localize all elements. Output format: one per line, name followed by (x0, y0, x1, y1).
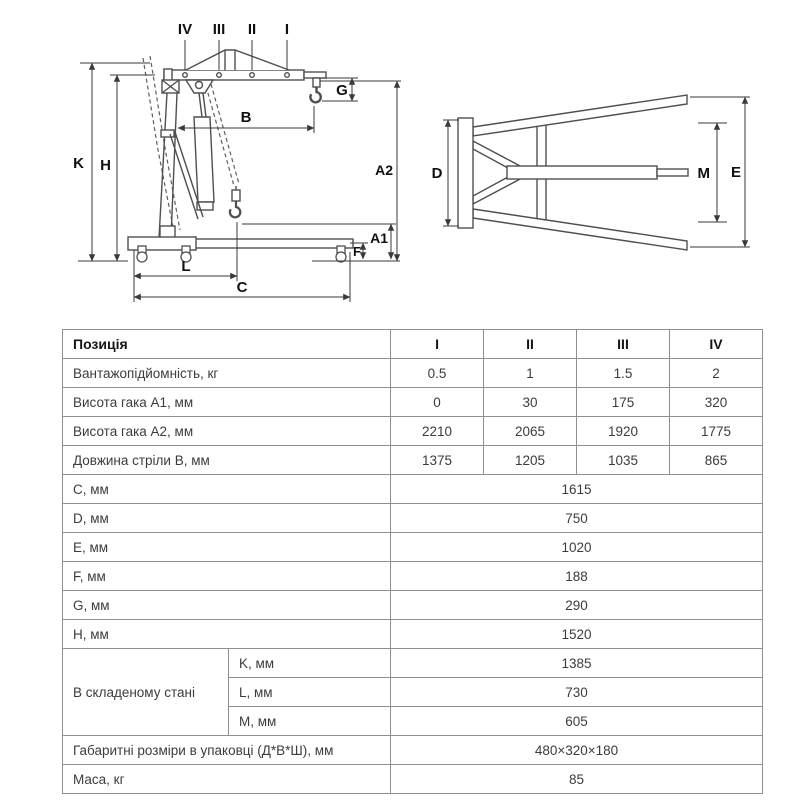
cell-value: 1020 (391, 533, 763, 562)
row-label: Вантажопідйомність, кг (63, 359, 391, 388)
center-beam (507, 166, 657, 179)
hook (310, 78, 320, 102)
table-row-packing-size (63, 736, 763, 765)
cell-value: 1615 (391, 475, 763, 504)
column-header-III: III (577, 330, 670, 359)
boom-pivot-bracket (186, 80, 213, 93)
dimension-label-C: C (236, 279, 248, 296)
table-row-hook-height-a2 (63, 417, 763, 446)
column-header-IV: IV (670, 330, 763, 359)
row-label: E, мм (63, 533, 391, 562)
cell-value: 1035 (577, 446, 670, 475)
cell-value: 1205 (484, 446, 577, 475)
table-row-g (63, 591, 763, 620)
table-row-d (63, 504, 763, 533)
cell-value: 480×320×180 (391, 736, 763, 765)
cell-value: 865 (670, 446, 763, 475)
crane-top-view-diagram (458, 95, 688, 250)
row-label: Габаритні розміри в упаковці (Д*В*Ш), мм (63, 736, 391, 765)
cell-value: 1 (484, 359, 577, 388)
cell-value: 750 (391, 504, 763, 533)
base-frame (128, 237, 353, 250)
cell-value: 1375 (391, 446, 484, 475)
row-sublabel: K, мм (229, 649, 391, 678)
row-label: Довжина стріли B, мм (63, 446, 391, 475)
column-header-I: I (391, 330, 484, 359)
boom-position-label-II: II (247, 21, 257, 38)
row-label: Висота гака A1, мм (63, 388, 391, 417)
row-label: Маса, кг (63, 765, 391, 794)
table-row-boom-length (63, 446, 763, 475)
table-header-row (63, 330, 763, 359)
rear-crossbeam (458, 118, 473, 228)
lower-leg (473, 209, 687, 250)
cell-value: 2210 (391, 417, 484, 446)
dimension-label-L: L (181, 258, 191, 275)
cell-value: 175 (577, 388, 670, 417)
cell-value: 1920 (577, 417, 670, 446)
table-row-e (63, 533, 763, 562)
row-label: H, мм (63, 620, 391, 649)
spec-table (62, 329, 763, 794)
table-row-hook-height-a1 (63, 388, 763, 417)
column-header-II: II (484, 330, 577, 359)
cell-value: 1385 (391, 649, 763, 678)
table-row-c (63, 475, 763, 504)
cell-value: 2 (670, 359, 763, 388)
row-label: Висота гака A2, мм (63, 417, 391, 446)
dimension-label-K: K (73, 155, 84, 172)
row-sublabel: M, мм (229, 707, 391, 736)
cell-value: 1520 (391, 620, 763, 649)
cell-value: 730 (391, 678, 763, 707)
table-row-folded-k (63, 649, 763, 678)
folded-state-label: В складеному стані (63, 649, 229, 736)
dimension-label-M: M (697, 165, 710, 182)
row-label: C, мм (63, 475, 391, 504)
crane-diagrams (0, 0, 800, 322)
table-row-f (63, 562, 763, 591)
row-label: F, мм (63, 562, 391, 591)
upper-leg (473, 95, 687, 136)
hook-lowered-position (230, 186, 240, 217)
boom-position-label-IV: IV (177, 21, 193, 38)
row-label: D, мм (63, 504, 391, 533)
cell-value: 30 (484, 388, 577, 417)
cell-value: 1775 (670, 417, 763, 446)
row-sublabel: L, мм (229, 678, 391, 707)
dimension-label-A2: A2 (375, 162, 393, 178)
cell-value: 0.5 (391, 359, 484, 388)
dimension-label-B: B (240, 109, 252, 126)
table-row-mass (63, 765, 763, 794)
cell-value: 320 (670, 388, 763, 417)
table-row-h (63, 620, 763, 649)
boom-position-label-I: I (284, 21, 290, 38)
center-beam-rod (657, 169, 688, 176)
cell-value: 0 (391, 388, 484, 417)
row-label: G, мм (63, 591, 391, 620)
hydraulic-cylinder (194, 93, 214, 210)
boom-position-label-III: III (212, 21, 226, 38)
dimension-label-A1: A1 (370, 230, 388, 246)
boom (164, 50, 326, 81)
dimension-label-F: F (353, 244, 361, 259)
crane-side-view-diagram (128, 50, 353, 262)
cell-value: 85 (391, 765, 763, 794)
cell-value: 2065 (484, 417, 577, 446)
cell-value: 290 (391, 591, 763, 620)
mast (159, 80, 179, 239)
cell-value: 605 (391, 707, 763, 736)
dimension-label-E: E (730, 164, 741, 181)
header-position: Позиція (63, 330, 391, 359)
dimension-label-D: D (431, 165, 443, 182)
dimension-label-G: G (336, 82, 348, 99)
cell-value: 1.5 (577, 359, 670, 388)
table-row-capacity (63, 359, 763, 388)
cell-value: 188 (391, 562, 763, 591)
dimension-label-H: H (100, 157, 111, 174)
